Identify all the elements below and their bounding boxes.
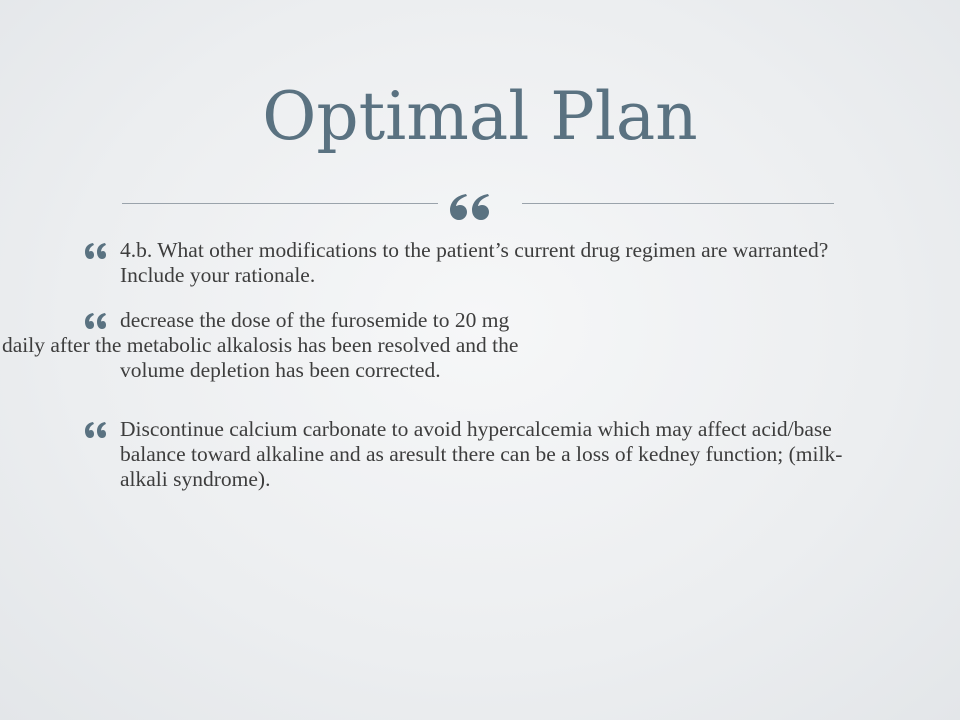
bullet-item [84, 238, 884, 288]
title-divider-left [122, 203, 438, 204]
continuation-first-line: daily after the metabolic alkalosis has been resolved and the [2, 333, 519, 357]
bullet-item [84, 308, 884, 333]
bullet-ornament-icon [84, 311, 110, 331]
bullet-item [84, 417, 884, 492]
spacer [84, 288, 884, 308]
slide-title: Optimal Plan [262, 78, 698, 155]
bullet-text: 4.b. What other modifications to the patient’s current drug regimen are warranted? Include your rationale. [120, 238, 829, 287]
bullet-ornament-icon [84, 420, 110, 440]
title-divider-right [522, 203, 834, 204]
spacer [84, 383, 884, 417]
continuation-rest: volume depletion has been corrected. [120, 358, 441, 382]
bullet-text: decrease the dose of the furosemide to 20 mg [120, 308, 510, 332]
continuation-paragraph [2, 333, 884, 383]
bullet-text: Discontinue calcium carbonate to avoid hypercalcemia which may affect acid/base balance toward alkaline and as aresult there can be a loss of kedney function; (milk-alkali syndrome). [120, 417, 843, 491]
bullet-ornament-icon [84, 241, 110, 261]
slide-body [2, 238, 884, 492]
divider-ornament-icon [446, 184, 516, 224]
